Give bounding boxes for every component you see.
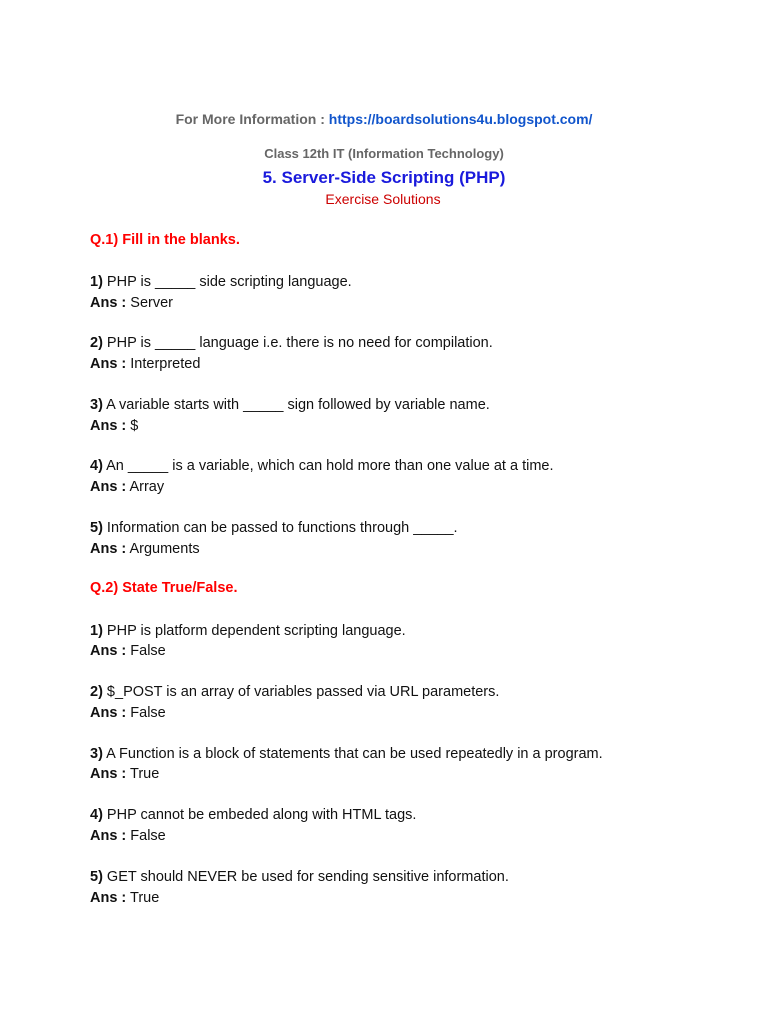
- answer-text: False: [126, 705, 166, 721]
- question-number: 1): [90, 623, 103, 639]
- question: [90, 682, 499, 702]
- answer-label: Ans :: [90, 766, 127, 782]
- answer: [90, 477, 164, 497]
- info-label: For More Information :: [175, 111, 329, 127]
- question-text: GET should NEVER be used for sending sensitive information.: [102, 869, 509, 885]
- question: [90, 395, 490, 415]
- answer-text: Interpreted: [126, 356, 201, 372]
- answer-text: Arguments: [126, 541, 200, 557]
- answer-label: Ans :: [90, 828, 127, 844]
- answer: [90, 539, 200, 559]
- answer-text: False: [126, 643, 166, 659]
- question-number: 4): [90, 458, 103, 474]
- question-text: A variable starts with _____ sign followed by variable name.: [102, 397, 490, 413]
- answer-label: Ans :: [90, 643, 127, 659]
- answer-text: $: [126, 418, 139, 434]
- blog-link[interactable]: https://boardsolutions4u.blogspot.com/: [328, 111, 593, 127]
- answer: [90, 354, 200, 374]
- answer-label: Ans :: [90, 356, 127, 372]
- section-heading: Q.2) State True/False.: [90, 580, 238, 596]
- question-text: A Function is a block of statements that can be used repeatedly in a program.: [102, 746, 603, 762]
- answer: [90, 416, 138, 436]
- question-text: PHP is _____ language i.e. there is no need for compilation.: [102, 335, 493, 351]
- section-heading: Q.1) Fill in the blanks.: [90, 232, 240, 248]
- question-text: PHP is platform dependent scripting language.: [102, 623, 406, 639]
- question: [90, 621, 406, 641]
- answer-text: False: [126, 828, 166, 844]
- answer-label: Ans :: [90, 705, 127, 721]
- question-text: Information can be passed to functions through _____.: [102, 520, 458, 536]
- question-number: 3): [90, 397, 103, 413]
- answer: [90, 293, 173, 313]
- answer-label: Ans :: [90, 890, 127, 906]
- question-text: An _____ is a variable, which can hold more than one value at a time.: [102, 458, 554, 474]
- answer-label: Ans :: [90, 479, 127, 495]
- question-number: 3): [90, 746, 103, 762]
- answer: [90, 764, 159, 784]
- question-number: 2): [90, 684, 103, 700]
- question-number: 2): [90, 335, 103, 351]
- question: [90, 272, 352, 292]
- question-text: $_POST is an array of variables passed via URL parameters.: [102, 684, 500, 700]
- question: [90, 867, 509, 887]
- answer-text: Array: [126, 479, 165, 495]
- chapter-title: 5. Server-Side Scripting (PHP): [262, 168, 506, 187]
- info-line: [0, 111, 768, 127]
- question: [90, 518, 458, 538]
- answer-label: Ans :: [90, 295, 127, 311]
- subtitle: Exercise Solutions: [325, 191, 441, 207]
- answer: [90, 641, 166, 661]
- question-number: 4): [90, 807, 103, 823]
- question: [90, 456, 554, 476]
- answer-label: Ans :: [90, 418, 127, 434]
- answer-label: Ans :: [90, 541, 127, 557]
- question-text: PHP is _____ side scripting language.: [102, 274, 352, 290]
- question-number: 5): [90, 520, 103, 536]
- question-number: 5): [90, 869, 103, 885]
- question-number: 1): [90, 274, 103, 290]
- answer: [90, 826, 166, 846]
- question: [90, 805, 416, 825]
- class-line: Class 12th IT (Information Technology): [264, 146, 504, 161]
- question: [90, 333, 493, 353]
- answer-text: True: [126, 890, 160, 906]
- question: [90, 744, 603, 764]
- answer: [90, 888, 159, 908]
- question-text: PHP cannot be embeded along with HTML tags.: [102, 807, 417, 823]
- answer-text: Server: [126, 295, 173, 311]
- answer-text: True: [126, 766, 160, 782]
- answer: [90, 703, 166, 723]
